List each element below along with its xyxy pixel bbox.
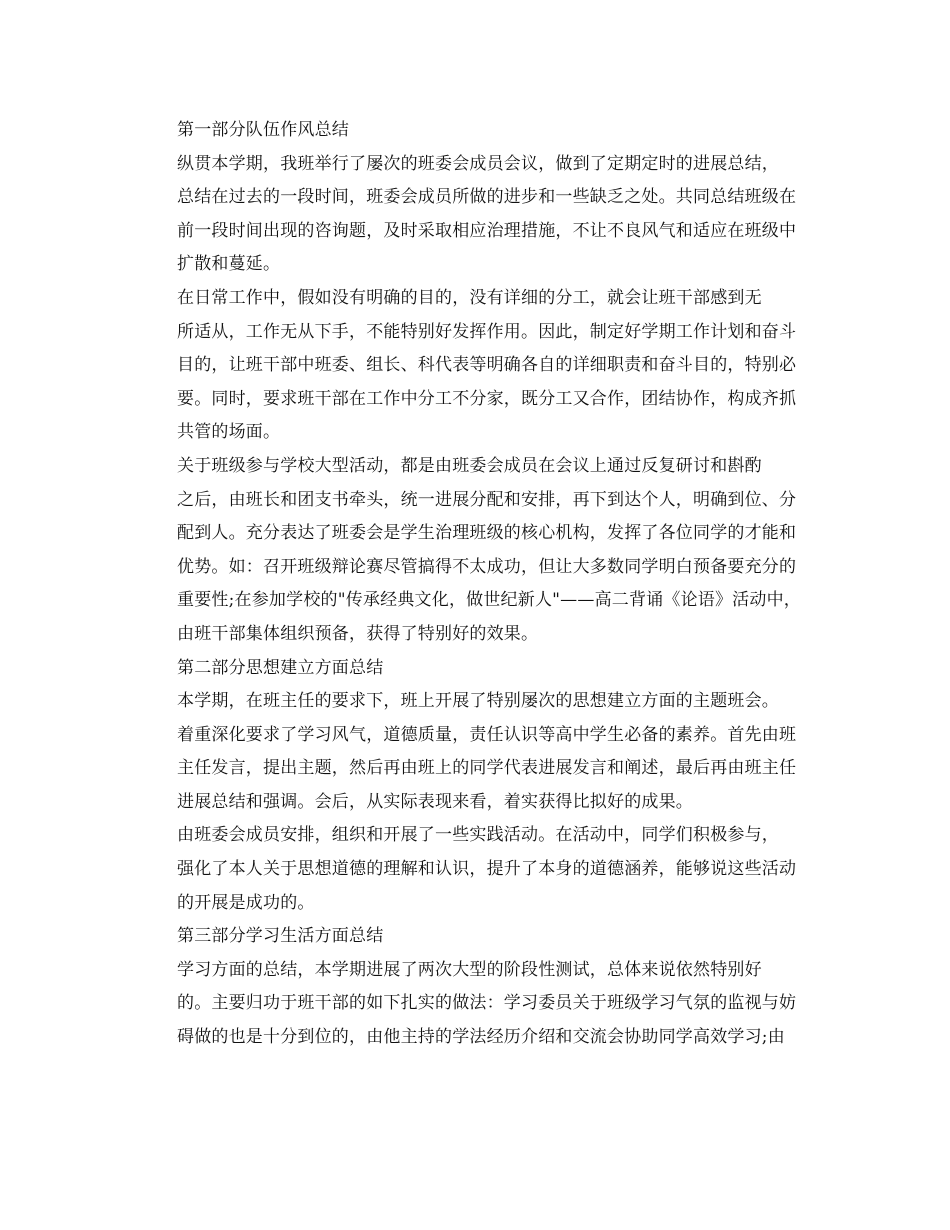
paragraph-text-line: 重要性;在参加学校的"传承经典文化，做世纪新人"——高二背诵《论语》活动中， (177, 590, 801, 611)
paragraph-3 (141, 450, 821, 652)
paragraph-text-line: 之后，由班长和团支书牵头，统一进展分配和安排，再下到达个人，明确到位、分 (177, 489, 797, 510)
paragraph-text-line: 总结在过去的一段时间，班委会成员所做的进步和一些缺乏之处。共同总结班级在 (177, 187, 797, 208)
paragraph-1 (141, 148, 821, 282)
paragraph-text-line: 配到人。充分表达了班委会是学生治理班级的核心机构，发挥了各位同学的才能和 (177, 523, 797, 544)
paragraph-text-line: 扩散和蔓延。 (177, 254, 281, 275)
paragraph-text-line: 所适从，工作无从下手，不能特别好发挥作用。因此，制定好学期工作计划和奋斗 (177, 321, 797, 342)
paragraph-text-line: 在日常工作中，假如没有明确的目的，没有详细的分工，就会让班干部感到无 (177, 287, 762, 308)
paragraph-5 (141, 819, 821, 920)
section-heading-2 (141, 652, 821, 686)
paragraph-2 (141, 282, 821, 450)
paragraph-text-line: 本学期，在班主任的要求下，班上开展了特别屡次的思想建立方面的主题班会。 (177, 691, 779, 712)
paragraph-4 (141, 685, 821, 819)
paragraph-6 (141, 954, 821, 1055)
paragraph-text-line: 关于班级参与学校大型活动，都是由班委会成员在会议上通过反复研讨和斟酌 (177, 455, 762, 476)
heading-text-line: 第三部分学习生活方面总结 (177, 926, 384, 947)
paragraph-text-line: 要。同时，要求班干部在工作中分工不分家，既分工又合作，团结协作，构成齐抓 (177, 388, 797, 409)
paragraph-text-line: 碍做的也是十分到位的，由他主持的学法经历介绍和交流会协助同学高效学习;由 (177, 1027, 785, 1048)
paragraph-text-line: 优势。如：召开班级辩论赛尽管搞得不太成功，但让大多数同学明白预备要充分的 (177, 556, 797, 577)
paragraph-text-line: 进展总结和强调。会后，从实际表现来看，着实获得比拟好的成果。 (177, 791, 693, 812)
paragraph-text-line: 由班干部集体组织预备，获得了特别好的效果。 (177, 623, 539, 644)
section-heading-1 (141, 114, 821, 148)
paragraph-text-line: 的开展是成功的。 (177, 892, 315, 913)
paragraph-text-line: 共管的场面。 (177, 422, 281, 443)
paragraph-text-line: 学习方面的总结，本学期进展了两次大型的阶段性测试，总体来说依然特别好 (177, 959, 762, 980)
paragraph-text-line: 前一段时间出现的咨询题，及时采取相应治理措施，不让不良风气和适应在班级中 (177, 220, 797, 241)
paragraph-text-line: 由班委会成员安排，组织和开展了一些实践活动。在活动中，同学们积极参与， (177, 825, 779, 846)
paragraph-text-line: 纵贯本学期，我班举行了屡次的班委会成员会议，做到了定期定时的进展总结， (177, 153, 779, 174)
paragraph-text-line: 主任发言，提出主题，然后再由班上的同学代表进展发言和阐述，最后再由班主任 (177, 758, 797, 779)
paragraph-text-line: 着重深化要求了学习风气，道德质量，责任认识等高中学生必备的素养。首先由班 (177, 724, 797, 745)
heading-text-line: 第二部分思想建立方面总结 (177, 657, 384, 678)
paragraph-text-line: 强化了本人关于思想道德的理解和认识，提升了本身的道德涵养，能够说这些活动 (177, 859, 797, 880)
paragraph-text-line: 的。主要归功于班干部的如下扎实的做法：学习委员关于班级学习气氛的监视与妨 (177, 993, 797, 1014)
heading-text-line: 第一部分队伍作风总结 (177, 120, 349, 140)
document-body (141, 114, 821, 1055)
paragraph-text-line: 目的，让班干部中班委、组长、科代表等明确各自的详细职责和奋斗目的，特别必 (177, 355, 797, 376)
section-heading-3 (141, 920, 821, 954)
